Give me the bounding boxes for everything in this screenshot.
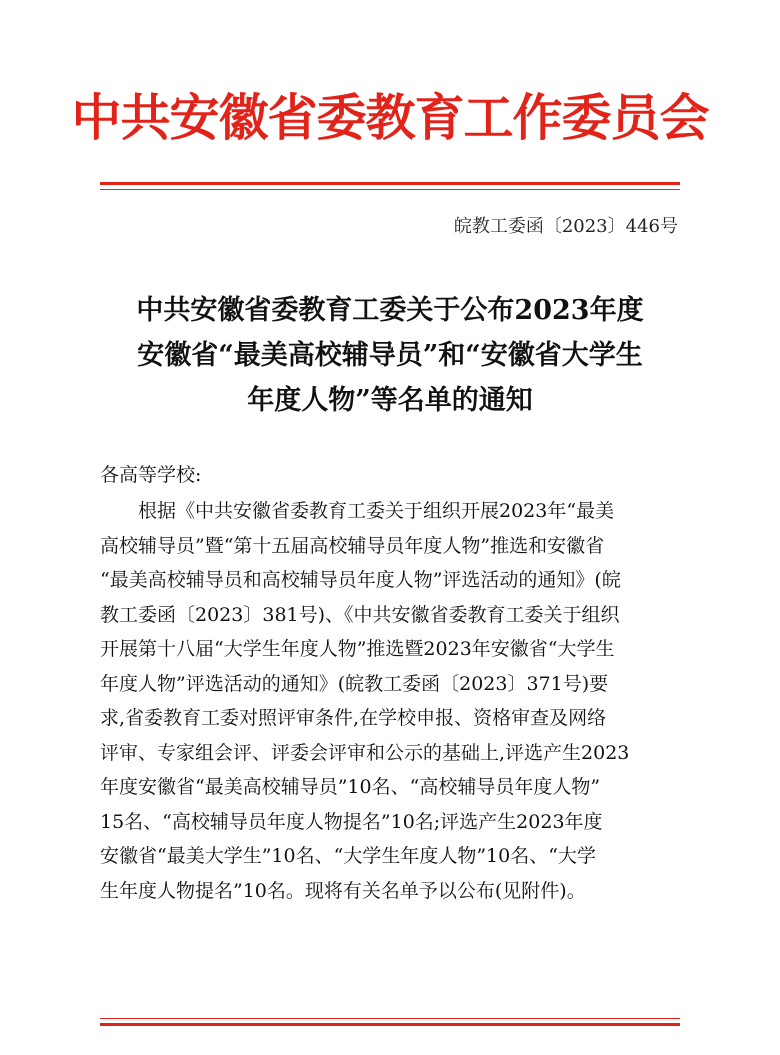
header-red-rule-thin: [100, 189, 680, 190]
document-title: [90, 288, 690, 423]
body-line: 年度安徽省“最美高校辅导员”10名、“高校辅导员年度人物”: [100, 776, 601, 798]
body-line: 开展第十八届“大学生年度人物”推选暨2023年安徽省“大学生: [100, 638, 615, 660]
body-line: 年度人物”评选活动的通知》(皖教工委函〔2023〕371号)要: [100, 672, 609, 695]
title-line: 安徽省“最美高校辅导员”和“安徽省大学生: [137, 340, 643, 371]
footer-red-rule-thick: [100, 1023, 680, 1026]
body-line: 15名、“高校辅导员年度人物提名”10名;评选产生2023年度: [100, 810, 603, 833]
document-number: 皖教工委函〔2023〕446号: [453, 216, 678, 237]
body-line: 教工委函〔2023〕381号)、《中共安徽省委教育工委关于组织: [100, 603, 620, 626]
body-line: 根据《中共安徽省委教育工委关于组织开展2023年“最美: [138, 500, 615, 522]
body-line: “最美高校辅导员和高校辅导员年度人物”评选活动的通知》(皖: [100, 569, 621, 591]
title-line: 年度人物”等名单的通知: [247, 385, 533, 416]
body-paragraph: [100, 494, 682, 908]
body-line: 生年度人物提名”10名。现将有关名单予以公布(见附件)。: [100, 879, 586, 902]
issuer-masthead: 中共安徽省委教育工作委员会: [71, 88, 709, 147]
salutation: 各高等学校:: [100, 464, 202, 486]
header-red-rule-thick: [100, 182, 680, 185]
body-line: 安徽省“最美大学生”10名、“大学生年度人物”10名、“大学: [100, 845, 596, 867]
body-line: 高校辅导员”暨“第十五届高校辅导员年度人物”推选和安徽省: [100, 534, 605, 557]
footer-red-rule-thin: [100, 1018, 680, 1019]
body-line: 求,省委教育工委对照评审条件,在学校申报、资格审查及网络: [100, 707, 607, 729]
body-line: 评审、专家组会评、评委会评审和公示的基础上,评选产生2023: [100, 741, 630, 764]
title-line: 中共安徽省委教育工委关于公布2023年度: [136, 295, 644, 326]
